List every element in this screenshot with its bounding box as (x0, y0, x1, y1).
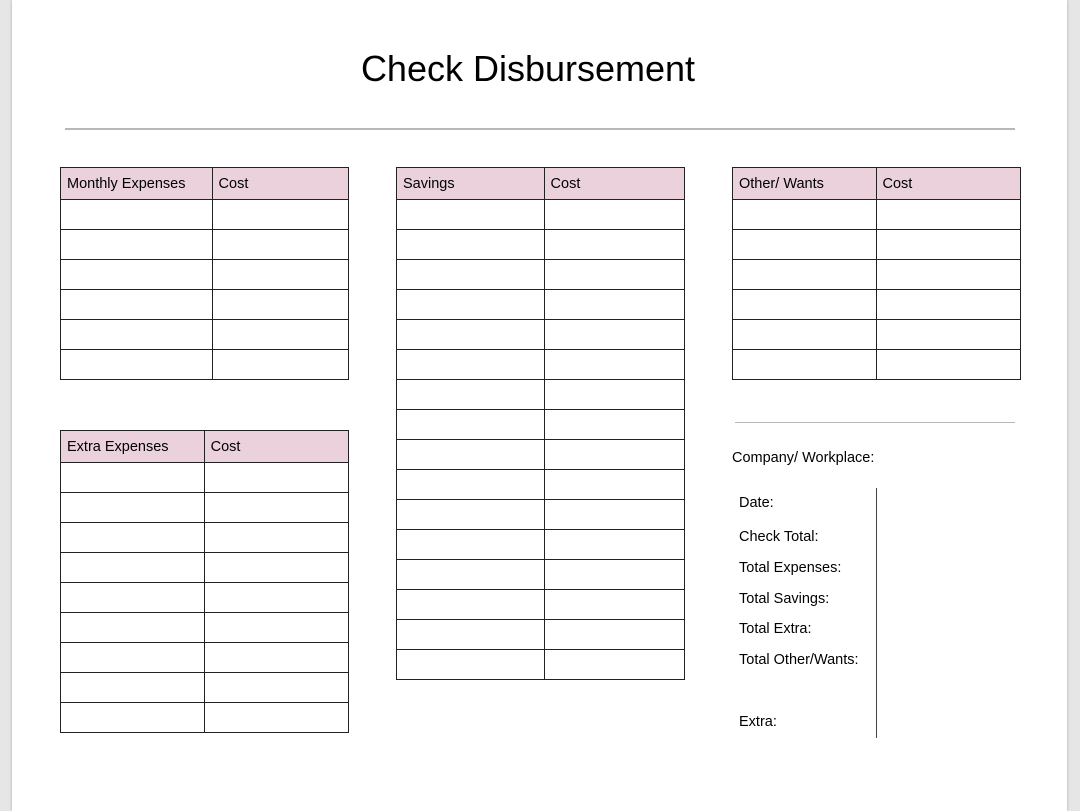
cost-cell[interactable] (212, 200, 348, 230)
table-row (61, 553, 349, 583)
column-header-monthly-expenses: Monthly Expenses (61, 168, 213, 200)
item-cell[interactable] (397, 230, 545, 260)
savings-table (396, 167, 685, 680)
cost-cell[interactable] (544, 500, 684, 530)
table-row (61, 703, 349, 733)
item-cell[interactable] (397, 200, 545, 230)
item-cell[interactable] (733, 230, 877, 260)
item-cell[interactable] (61, 350, 213, 380)
item-cell[interactable] (397, 290, 545, 320)
cost-cell[interactable] (204, 673, 348, 703)
cost-cell[interactable] (544, 350, 684, 380)
cost-cell[interactable] (204, 493, 348, 523)
item-cell[interactable] (397, 620, 545, 650)
cost-cell[interactable] (544, 560, 684, 590)
table-row (61, 643, 349, 673)
item-cell[interactable] (61, 290, 213, 320)
cost-cell[interactable] (876, 230, 1020, 260)
table-row (397, 530, 685, 560)
item-cell[interactable] (61, 493, 205, 523)
item-cell[interactable] (61, 613, 205, 643)
summary-value-divider (876, 488, 877, 738)
cost-cell[interactable] (544, 590, 684, 620)
table-header-row (733, 168, 1021, 200)
table-row (397, 650, 685, 680)
table-header-row (61, 431, 349, 463)
cost-cell[interactable] (212, 230, 348, 260)
cost-cell[interactable] (204, 583, 348, 613)
cost-cell[interactable] (204, 703, 348, 733)
cost-cell[interactable] (544, 440, 684, 470)
cost-cell[interactable] (544, 200, 684, 230)
cost-cell[interactable] (876, 290, 1020, 320)
extra-expenses-table (60, 430, 349, 733)
item-cell[interactable] (733, 200, 877, 230)
table-row (397, 560, 685, 590)
table-row (61, 463, 349, 493)
table-row (61, 493, 349, 523)
item-cell[interactable] (397, 650, 545, 680)
table-row (397, 260, 685, 290)
table-row (61, 230, 349, 260)
item-cell[interactable] (61, 553, 205, 583)
cost-cell[interactable] (544, 230, 684, 260)
column-header-savings: Savings (397, 168, 545, 200)
cost-cell[interactable] (876, 260, 1020, 290)
item-cell[interactable] (61, 523, 205, 553)
date-label: Date: (739, 495, 774, 511)
item-cell[interactable] (397, 410, 545, 440)
cost-cell[interactable] (544, 530, 684, 560)
item-cell[interactable] (397, 320, 545, 350)
column-header-cost: Cost (212, 168, 348, 200)
other-wants-table (732, 167, 1021, 380)
table-row (733, 320, 1021, 350)
table-row (61, 320, 349, 350)
cost-cell[interactable] (212, 350, 348, 380)
table-row (397, 590, 685, 620)
table-row (61, 350, 349, 380)
table-row (61, 523, 349, 553)
cost-cell[interactable] (544, 470, 684, 500)
table-row (397, 440, 685, 470)
cost-cell[interactable] (204, 463, 348, 493)
check-total-label: Check Total: (739, 529, 819, 545)
item-cell[interactable] (61, 320, 213, 350)
item-cell[interactable] (61, 260, 213, 290)
total-extra-label: Total Extra: (739, 621, 812, 637)
item-cell[interactable] (733, 350, 877, 380)
table-row (397, 350, 685, 380)
column-header-cost: Cost (544, 168, 684, 200)
item-cell[interactable] (397, 380, 545, 410)
cost-cell[interactable] (876, 350, 1020, 380)
item-cell[interactable] (61, 673, 205, 703)
table-row (397, 320, 685, 350)
cost-cell[interactable] (544, 620, 684, 650)
table-row (733, 350, 1021, 380)
table-row (61, 200, 349, 230)
table-row (397, 410, 685, 440)
item-cell[interactable] (733, 260, 877, 290)
item-cell[interactable] (397, 590, 545, 620)
cost-cell[interactable] (204, 613, 348, 643)
table-row (733, 230, 1021, 260)
column-header-cost: Cost (876, 168, 1020, 200)
cost-cell[interactable] (544, 380, 684, 410)
cost-cell[interactable] (204, 553, 348, 583)
item-cell[interactable] (733, 290, 877, 320)
item-cell[interactable] (61, 643, 205, 673)
table-row (733, 200, 1021, 230)
cost-cell[interactable] (544, 260, 684, 290)
column-header-extra-expenses: Extra Expenses (61, 431, 205, 463)
cost-cell[interactable] (876, 200, 1020, 230)
table-row (397, 200, 685, 230)
item-cell[interactable] (397, 530, 545, 560)
cost-cell[interactable] (212, 320, 348, 350)
item-cell[interactable] (61, 703, 205, 733)
column-header-other-wants: Other/ Wants (733, 168, 877, 200)
table-row (61, 583, 349, 613)
table-row (397, 230, 685, 260)
table-row (61, 260, 349, 290)
column-header-cost: Cost (204, 431, 348, 463)
table-row (61, 673, 349, 703)
cost-cell[interactable] (544, 320, 684, 350)
summary-divider (735, 422, 1015, 423)
item-cell[interactable] (397, 440, 545, 470)
cost-cell[interactable] (204, 523, 348, 553)
monthly-expenses-table (60, 167, 349, 380)
item-cell[interactable] (397, 260, 545, 290)
table-row (61, 613, 349, 643)
company-label: Company/ Workplace: (732, 450, 875, 466)
item-cell[interactable] (733, 320, 877, 350)
table-row (397, 500, 685, 530)
total-expenses-label: Total Expenses: (739, 560, 842, 576)
item-cell[interactable] (397, 500, 545, 530)
table-row (733, 260, 1021, 290)
item-cell[interactable] (397, 350, 545, 380)
table-header-row (397, 168, 685, 200)
table-row (397, 380, 685, 410)
table-row (397, 290, 685, 320)
item-cell[interactable] (61, 463, 205, 493)
total-savings-label: Total Savings: (739, 591, 830, 607)
item-cell[interactable] (61, 230, 213, 260)
cost-cell[interactable] (204, 643, 348, 673)
cost-cell[interactable] (544, 650, 684, 680)
cost-cell[interactable] (544, 290, 684, 320)
item-cell[interactable] (397, 470, 545, 500)
item-cell[interactable] (397, 560, 545, 590)
table-row (397, 620, 685, 650)
cost-cell[interactable] (544, 410, 684, 440)
table-row (397, 470, 685, 500)
title-divider (65, 128, 1015, 130)
page-title: Check Disbursement (360, 48, 696, 89)
table-row (733, 290, 1021, 320)
cost-cell[interactable] (876, 320, 1020, 350)
item-cell[interactable] (61, 583, 205, 613)
table-row (61, 290, 349, 320)
cost-cell[interactable] (212, 290, 348, 320)
cost-cell[interactable] (212, 260, 348, 290)
extra-label: Extra: (739, 714, 777, 730)
item-cell[interactable] (61, 200, 213, 230)
table-header-row (61, 168, 349, 200)
total-other-wants-label: Total Other/Wants: (739, 652, 859, 668)
